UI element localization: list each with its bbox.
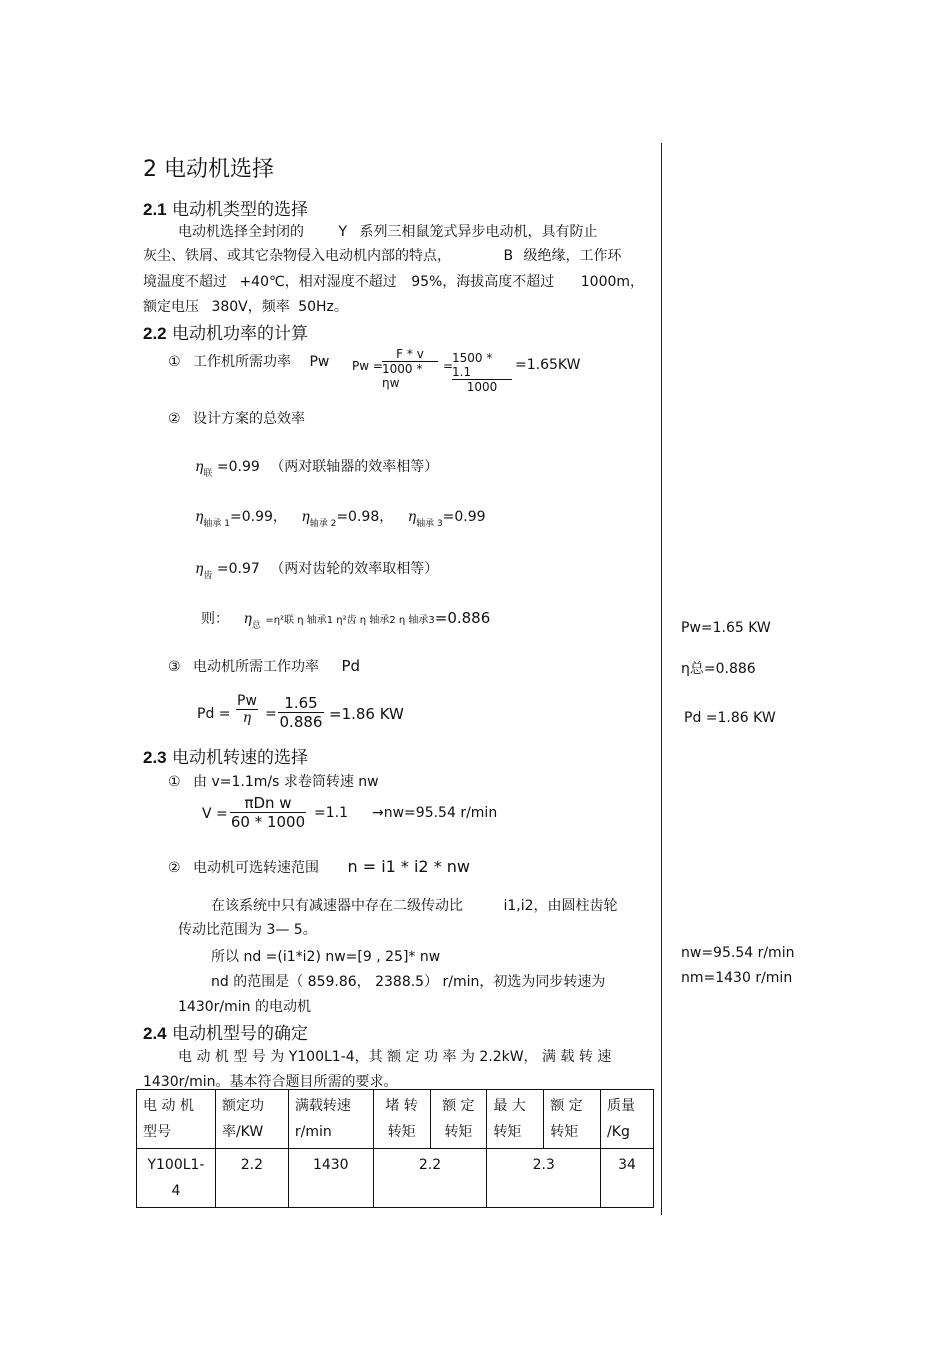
paragraph-line: 电 动 机 型 号 为 Y100L1-4，其 额 定 功 率 为 2.2kW， 满 载 转 速 xyxy=(178,1049,612,1065)
numerator: 1500 * 1.1 xyxy=(452,351,493,379)
text: 级绝缘，工作环 xyxy=(523,248,622,264)
subscript: 联 xyxy=(203,469,213,479)
subscript: 轴承 3 xyxy=(416,519,443,529)
item-marker: ① xyxy=(168,354,181,370)
denominator: 1000 * ηw xyxy=(382,362,423,390)
heading-number: 2.4 xyxy=(143,1024,167,1043)
eta-coupling xyxy=(195,456,439,479)
text: 灰尘、铁屑、或其它杂物侵入电动机内部的特点， xyxy=(143,248,451,264)
header-cell: 额 定 转矩 xyxy=(544,1090,601,1149)
text: 电动机可选转速范围 xyxy=(193,860,320,876)
text: 380V，频率 xyxy=(211,299,290,315)
cell-power: 2.2 xyxy=(215,1149,288,1208)
eq1-equals: = xyxy=(443,359,454,373)
item-marker: ② xyxy=(168,411,181,427)
paragraph-line xyxy=(143,271,644,291)
eq1-result: =1.65KW xyxy=(515,357,581,373)
subscript: 齿 xyxy=(203,571,213,581)
expression: =η²联 η 轴承1 η²齿 η 轴承2 η 轴承3 xyxy=(265,615,435,626)
eta-symbol: η xyxy=(243,611,252,627)
eq-v-lhs: V = xyxy=(202,806,228,822)
column-divider xyxy=(661,143,662,1215)
numerator: F * v xyxy=(396,347,424,361)
denominator: 0.886 xyxy=(279,713,323,731)
denominator: 1000 xyxy=(466,380,498,394)
symbol: Pd xyxy=(341,657,361,675)
text: Y xyxy=(338,224,348,240)
motor-spec-table xyxy=(136,1089,654,1208)
header-cell: 满载转速 r/min xyxy=(288,1090,373,1149)
symbol: Pw xyxy=(309,354,330,370)
eta-symbol: η xyxy=(195,459,204,475)
header-cell: 质量 /Kg xyxy=(601,1090,654,1149)
section-title: 2 电动机选择 xyxy=(143,157,274,182)
item-1 xyxy=(168,351,329,371)
item-marker: ② xyxy=(168,860,181,876)
denominator: η xyxy=(242,710,252,726)
cell-speed: 1430 xyxy=(288,1149,373,1208)
note: （两对齿轮的效率取相等） xyxy=(270,561,439,577)
header-cell: 电 动 机 型号 xyxy=(137,1090,216,1149)
numerator: Pw xyxy=(237,693,257,709)
note: （两对联轴器的效率相等） xyxy=(270,459,439,475)
subscript: 总 xyxy=(251,621,261,631)
summary-nm: nm=1430 r/min xyxy=(681,970,793,986)
heading-text: 电动机型号的确定 xyxy=(172,1024,309,1044)
value: =0.97 xyxy=(216,561,260,577)
summary-pw: Pw=1.65 KW xyxy=(681,620,771,636)
item-2 xyxy=(168,857,470,877)
prefix: 则： xyxy=(201,611,229,627)
paragraph-line: nd 的范围是（ 859.86， 2388.5） r/min，初选为同步转速为 xyxy=(211,974,606,990)
summary-nw: nw=95.54 r/min xyxy=(681,945,795,961)
eq3-result: =1.86 KW xyxy=(329,705,404,723)
item-3 xyxy=(168,656,360,676)
eta-symbol: η xyxy=(407,509,417,525)
text: i1,i2，由圆柱齿轮 xyxy=(503,898,618,914)
cell-model: Y100L1- 4 xyxy=(137,1149,216,1208)
heading-2-2 xyxy=(143,319,308,344)
equation: n = i1 * i2 * nw xyxy=(347,857,471,876)
subscript: 轴承 1 xyxy=(203,519,230,529)
heading-number: 2.2 xyxy=(143,324,167,343)
numerator: πDn w xyxy=(244,794,292,812)
item-marker: ① xyxy=(168,774,181,790)
paragraph-line: 传动比范围为 3— 5。 xyxy=(178,922,317,938)
eta-symbol: η xyxy=(195,561,204,577)
heading-number: 2.1 xyxy=(143,200,167,219)
eq3-equals: = xyxy=(265,706,277,722)
value: =0.98， xyxy=(336,509,394,525)
cell-stall-rated: 2.2 xyxy=(373,1149,487,1208)
text: 电动机所需工作功率 xyxy=(193,659,320,675)
eta-gear xyxy=(195,558,439,581)
heading-text: 电动机类型的选择 xyxy=(172,200,309,220)
table-row xyxy=(137,1149,654,1208)
paragraph-line xyxy=(143,296,348,316)
cell-max-rated: 2.3 xyxy=(487,1149,601,1208)
heading-2-4 xyxy=(143,1019,308,1044)
eta-bearings xyxy=(195,506,486,529)
item-marker: ③ xyxy=(168,659,181,675)
table-header-row xyxy=(137,1090,654,1149)
item-1 xyxy=(168,771,379,791)
eq-v-value: =1.1 xyxy=(314,805,348,821)
summary-eta-total: η总=0.886 xyxy=(681,661,756,677)
item-2 xyxy=(168,408,305,428)
paragraph-line: 所以 nd =(i1*i2) nw=[9 , 25]* nw xyxy=(211,949,441,965)
text: +40℃，相对湿度不超过 xyxy=(239,274,397,290)
text: 境温度不超过 xyxy=(143,274,227,290)
text: 95%，海拔高度不超过 xyxy=(411,274,555,290)
value: =0.99 xyxy=(216,459,260,475)
eq-v-result: →nw=95.54 r/min xyxy=(372,805,498,821)
eq3-lhs: Pd = xyxy=(197,706,231,722)
eq1-fraction-1 xyxy=(382,347,438,390)
header-cell: 额定功 率/KW xyxy=(215,1090,288,1149)
paragraph-line xyxy=(211,895,618,915)
eq3-fraction-1 xyxy=(236,693,258,726)
heading-number: 2.3 xyxy=(143,748,167,767)
text: 设计方案的总效率 xyxy=(193,411,306,427)
heading-text: 电动机功率的计算 xyxy=(172,324,309,344)
paragraph-line: 1430r/min。基本符合题目所需的要求。 xyxy=(143,1074,398,1090)
text: 50Hz。 xyxy=(298,299,348,315)
heading-2-1 xyxy=(143,195,308,220)
eta-symbol: η xyxy=(301,509,310,525)
eta-symbol: η xyxy=(195,509,204,525)
header-cell: 额 定 转矩 xyxy=(430,1090,487,1149)
text: 在该系统中只有减速器中存在二级传动比 xyxy=(211,898,463,914)
summary-pd: Pd =1.86 KW xyxy=(684,710,776,726)
paragraph-line xyxy=(143,245,622,265)
heading-2-3 xyxy=(143,743,308,768)
heading-text: 电动机转速的选择 xyxy=(172,748,309,768)
text: 额定电压 xyxy=(143,299,199,315)
header-cell: 最 大 转矩 xyxy=(487,1090,544,1149)
text: 由 v=1.1m/s 求卷筒转速 nw xyxy=(193,774,379,790)
text: 工作机所需功率 xyxy=(193,354,292,370)
eq-v-fraction xyxy=(230,794,306,831)
header-cell: 堵 转 转矩 xyxy=(373,1090,430,1149)
denominator: 60 * 1000 xyxy=(230,813,306,831)
text: 系列三相鼠笼式异步电动机，具有防止 xyxy=(359,224,598,240)
value: =0.886 xyxy=(434,609,491,627)
eq3-fraction-2 xyxy=(278,694,324,731)
value: =0.99， xyxy=(229,509,287,525)
value: =0.99 xyxy=(442,509,486,525)
text: 1000m， xyxy=(580,274,645,290)
text: 电动机选择全封闭的 xyxy=(178,224,304,240)
numerator: 1.65 xyxy=(284,694,318,712)
eq1-lhs: Pw = xyxy=(352,359,383,373)
subscript: 轴承 2 xyxy=(309,519,337,529)
paragraph-line xyxy=(178,221,597,241)
cell-mass: 34 xyxy=(601,1149,654,1208)
paragraph-line: 1430r/min 的电动机 xyxy=(178,999,311,1015)
text: B xyxy=(503,248,514,264)
eq1-fraction-2 xyxy=(452,351,512,394)
eta-total-eq xyxy=(201,608,491,631)
